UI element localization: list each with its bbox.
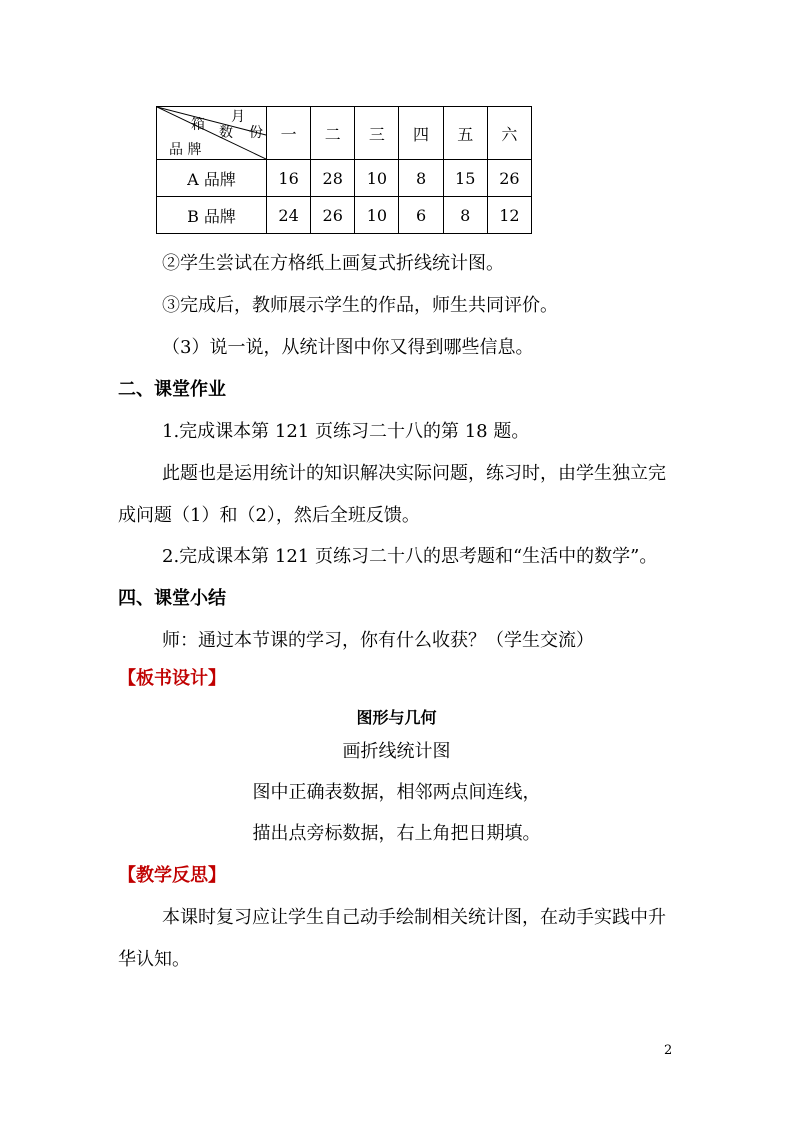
- homework-item-1: 1.完成课本第 121 页练习二十八的第 18 题。: [162, 421, 530, 442]
- corner-label-fen: 份: [249, 125, 263, 141]
- paragraph-explanation-line-2: 成问题（1）和（2），然后全班反馈。: [118, 505, 420, 526]
- table-row: [157, 197, 532, 234]
- board-title: 图形与几何: [356, 708, 437, 727]
- value-cell: 8: [443, 197, 487, 234]
- paragraph-explanation-line-1: 此题也是运用统计的知识解决实际问题，练习时，由学生独立完: [162, 463, 666, 484]
- value-cell: 6: [399, 197, 443, 234]
- corner-label-brand: 品 牌: [169, 142, 202, 158]
- corner-label-count: 数: [219, 125, 233, 141]
- paragraph-step-2: ②学生尝试在方格纸上画复式折线统计图。: [162, 253, 504, 274]
- brand-cell: A 品牌: [157, 160, 267, 197]
- reflection-line-2: 华认知。: [118, 949, 190, 970]
- page-number: 2: [664, 1043, 673, 1058]
- board-subtitle: 画折线统计图: [342, 741, 451, 762]
- board-line-2: 描出点旁标数据，右上角把日期填。: [252, 823, 541, 844]
- month-header: 六: [487, 107, 531, 160]
- paragraph-part-3: （3）说一说，从统计图中你又得到哪些信息。: [162, 337, 534, 358]
- value-cell: 10: [355, 197, 399, 234]
- table-corner-cell: [157, 107, 267, 160]
- reflection-heading: 【教学反思】: [118, 865, 226, 886]
- table-row: [157, 160, 532, 197]
- value-cell: 26: [311, 197, 355, 234]
- value-cell: 8: [399, 160, 443, 197]
- value-cell: 16: [267, 160, 311, 197]
- board-design-heading: 【板书设计】: [118, 668, 226, 689]
- value-cell: 10: [355, 160, 399, 197]
- value-cell: 28: [311, 160, 355, 197]
- summary-paragraph: 师：通过本节课的学习，你有什么收获？（学生交流）: [162, 630, 594, 651]
- reflection-line-1: 本课时复习应让学生自己动手绘制相关统计图，在动手实践中升: [162, 907, 666, 928]
- corner-label-box: 箱: [191, 117, 205, 133]
- month-header: 四: [399, 107, 443, 160]
- month-header: 二: [311, 107, 355, 160]
- homework-item-2: 2.完成课本第 121 页练习二十八的思考题和“生活中的数学”。: [162, 546, 658, 567]
- value-cell: 24: [267, 197, 311, 234]
- month-header: 三: [355, 107, 399, 160]
- section-heading-summary: 四、课堂小结: [118, 588, 226, 609]
- brand-cell: B 品牌: [157, 197, 267, 234]
- table-header-row: [157, 107, 532, 160]
- value-cell: 15: [443, 160, 487, 197]
- value-cell: 26: [487, 160, 531, 197]
- board-line-1: 图中正确表数据，相邻两点间连线，: [252, 782, 541, 803]
- corner-label-month: 月: [231, 109, 245, 125]
- data-table: [156, 106, 532, 234]
- paragraph-step-3: ③完成后，教师展示学生的作品，师生共同评价。: [162, 295, 558, 316]
- value-cell: 12: [487, 197, 531, 234]
- section-heading-homework: 二、课堂作业: [118, 379, 226, 400]
- month-header: 五: [443, 107, 487, 160]
- month-header: 一: [267, 107, 311, 160]
